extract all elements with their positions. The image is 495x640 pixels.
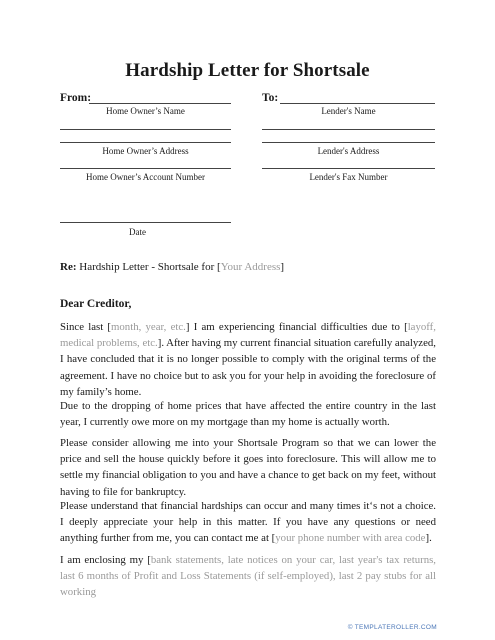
- re-line: [60, 261, 284, 273]
- salutation: Dear Creditor,: [60, 298, 132, 310]
- re-text: Hardship Letter - Shortsale for [: [79, 261, 221, 273]
- templateroller-footer-link[interactable]: © TEMPLATEROLLER.COM: [347, 624, 437, 631]
- p1-text-c: ]. After having my current financial situation carefully analyzed, I have concluded that it is no longer possible to comply with the original terms of the agreement. I have no choice but to ask you for your help in avoiding the foreclosure of my family’s home.: [60, 337, 436, 398]
- re-placeholder-address: Your Address: [220, 261, 281, 273]
- to-fax-line: [262, 168, 435, 169]
- p4-placeholder-phone: your phone number with area code: [275, 532, 426, 545]
- to-address-line-1: [262, 129, 435, 130]
- paragraph-4: [60, 498, 436, 547]
- to-name-line: [280, 103, 435, 104]
- home-owner-account-caption: Home Owner’s Account Number: [85, 172, 206, 182]
- paragraph-5: [60, 552, 436, 601]
- from-address-line-1: [60, 129, 231, 130]
- p4-text-a: Please understand that financial hardships can occur and many times it‘s not a choice. I deeply appreciate your help in this matter. If you have any questions or need anything further from me, you can contact me at [: [60, 500, 436, 545]
- p5-placeholder-documents: bank statements, late notices on your car, last year's tax returns, last 6 months of Profit and Loss Statements (if self-employed), last 2 pay stubs for all working: [60, 554, 436, 599]
- re-label: Re:: [60, 261, 77, 273]
- from-account-line: [60, 168, 231, 169]
- p4-text-b: ].: [425, 532, 432, 545]
- p5-text-a: I am enclosing my [: [60, 554, 151, 566]
- p1-text-a: Since last [: [60, 321, 112, 333]
- re-close-bracket: ]: [280, 261, 285, 273]
- from-label: From:: [60, 92, 92, 104]
- p1-placeholder-date: month, year, etc.: [111, 321, 186, 333]
- home-owner-address-caption: Home Owner’s Address: [102, 146, 189, 156]
- lender-fax-caption: Lender's Fax Number: [309, 172, 388, 182]
- date-line: [60, 222, 231, 223]
- document-title: Hardship Letter for Shortsale: [125, 60, 370, 81]
- paragraph-1: [60, 319, 436, 400]
- home-owner-name-caption: Home Owner’s Name: [106, 106, 185, 116]
- to-label: To:: [262, 92, 279, 104]
- lender-address-caption: Lender's Address: [317, 146, 380, 156]
- from-address-line-2: [60, 142, 231, 143]
- paragraph-2: Due to the dropping of home prices that have affected the entire country in the last year, I currently owe more on my mortgage than my home is actually worth.: [60, 400, 436, 429]
- paragraph-3: Please consider allowing me into your Shortsale Program so that we can lower the price and sell the house quickly before it goes into foreclosure. This will allow me to settle my financial obligation to you and have a chance to get back on my feet, without having to file for bankruptcy.: [60, 437, 436, 498]
- lender-name-caption: Lender's Name: [321, 106, 376, 116]
- from-name-line: [89, 103, 231, 104]
- date-caption: Date: [129, 227, 146, 237]
- p1-placeholder-reason: layoff, medical problems, etc.: [60, 321, 436, 350]
- to-address-line-2: [262, 142, 435, 143]
- p1-text-b: ] I am experiencing financial difficulties due to [: [185, 321, 408, 333]
